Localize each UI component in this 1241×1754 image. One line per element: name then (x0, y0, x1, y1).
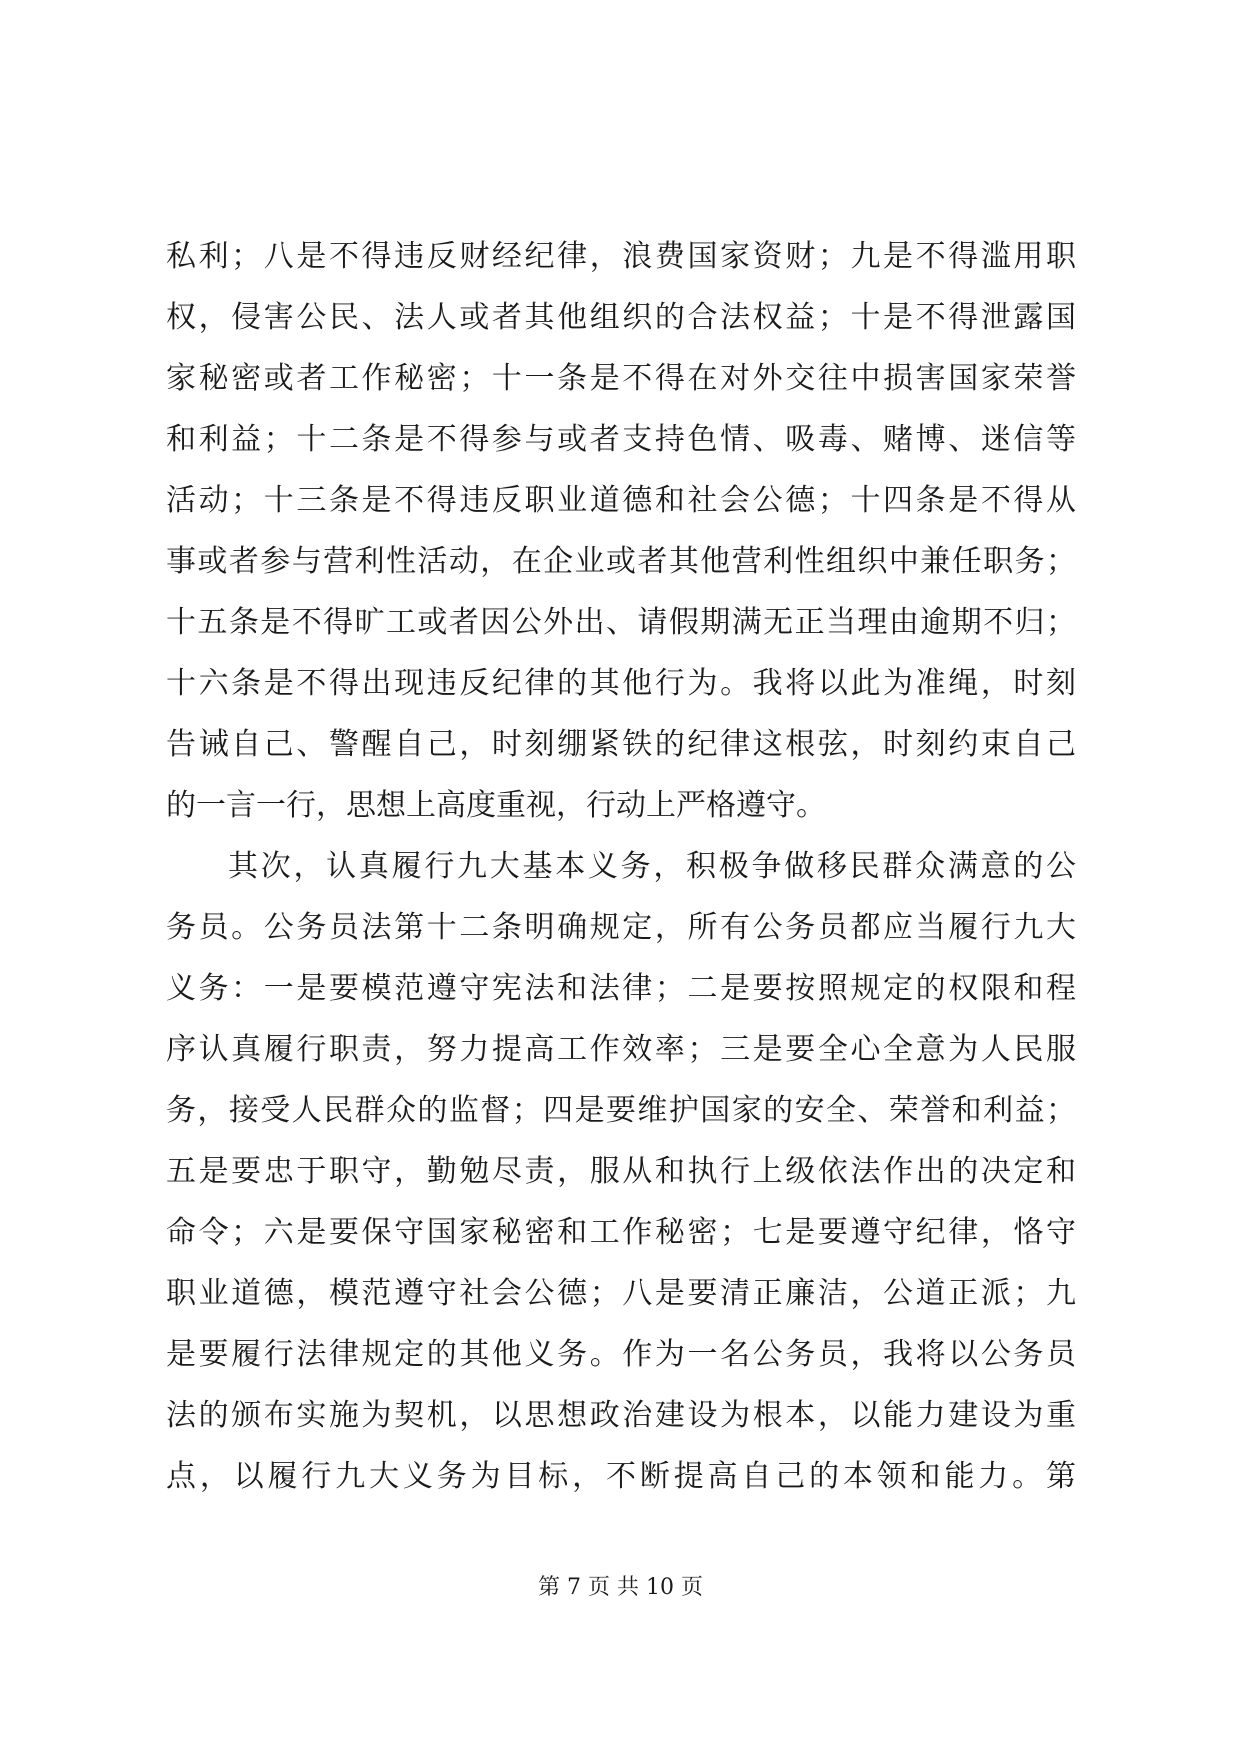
text-line: 点，以履行九大义务为目标，不断提高自己的本领和能力。第 (166, 1459, 1076, 1494)
text-line: 五是要忠于职守，勤勉尽责，服从和执行上级依法作出的决定和 (166, 1154, 1076, 1189)
text-line: 事或者参与营利性活动，在企业或者其他营利性组织中兼任职务； (166, 544, 1076, 579)
text-line: 义务：一是要模范遵守宪法和法律；二是要按照规定的权限和程 (166, 971, 1076, 1006)
paragraph-1 (166, 226, 1076, 836)
text-line: 十五条是不得旷工或者因公外出、请假期满无正当理由逾期不归； (166, 605, 1076, 640)
text-line: 其次，认真履行九大基本义务，积极争做移民群众满意的公 (228, 849, 1076, 884)
text-line: 家秘密或者工作秘密；十一条是不得在对外交往中损害国家荣誉 (166, 361, 1076, 396)
text-line: 是要履行法律规定的其他义务。作为一名公务员，我将以公务员 (166, 1337, 1076, 1372)
text-line: 告诫自己、警醒自己，时刻绷紧铁的纪律这根弦，时刻约束自己 (166, 727, 1076, 762)
text-line: 私利；八是不得违反财经纪律，浪费国家资财；九是不得滥用职 (166, 239, 1076, 274)
text-line: 和利益；十二条是不得参与或者支持色情、吸毒、赌博、迷信等 (166, 422, 1076, 457)
body-text (166, 226, 1076, 1507)
page-number-label: 第 7 页 共 10 页 (538, 1575, 703, 1600)
text-line: 十六条是不得出现违反纪律的其他行为。我将以此为准绳，时刻 (166, 666, 1076, 701)
text-line: 务，接受人民群众的监督；四是要维护国家的安全、荣誉和利益； (166, 1093, 1076, 1128)
text-line: 职业道德，模范遵守社会公德；八是要清正廉洁，公道正派；九 (166, 1276, 1076, 1311)
text-line: 命令；六是要保守国家秘密和工作秘密；七是要遵守纪律，恪守 (166, 1215, 1076, 1250)
page-footer (0, 1573, 1241, 1603)
paragraph-2 (166, 836, 1076, 1507)
text-line: 序认真履行职责，努力提高工作效率；三是要全心全意为人民服 (166, 1032, 1076, 1067)
text-line: 权，侵害公民、法人或者其他组织的合法权益；十是不得泄露国 (166, 300, 1076, 335)
text-line: 法的颁布实施为契机，以思想政治建设为根本，以能力建设为重 (166, 1398, 1076, 1433)
text-line: 务员。公务员法第十二条明确规定，所有公务员都应当履行九大 (166, 910, 1076, 945)
text-line: 活动；十三条是不得违反职业道德和社会公德；十四条是不得从 (166, 483, 1076, 518)
text-line: 的一言一行，思想上高度重视，行动上严格遵守。 (166, 788, 826, 823)
